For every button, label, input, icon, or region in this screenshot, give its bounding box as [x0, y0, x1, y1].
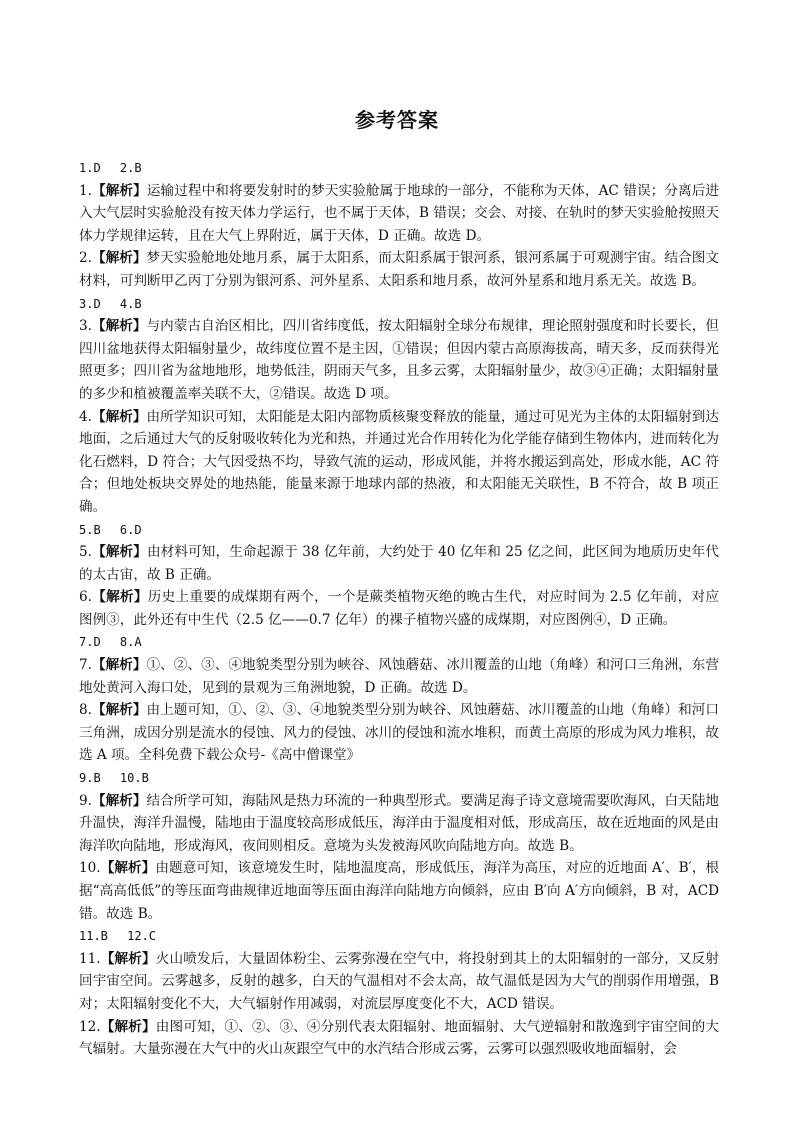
analysis-tag: 【解析】: [100, 1018, 156, 1035]
analysis-paragraph: [79, 541, 719, 586]
analysis-text: 火山喷发后，大量固体粉尘、云雾弥漫在空气中，将投射到其上的太阳辐射的一部分，又反射回宇宙空间。云雾越多，反射的越多，白天的气温相对不会太高，故气温低是因为大气的削弱作用增强，B 对；太阳辐射变化不大，大气辐射作用减弱，对流层厚度变化不大，ACD 错误。: [79, 950, 720, 1012]
analysis-text: 由所学知识可知，太阳能是太阳内部物质核聚变释放的能量，通过可见光为主体的太阳辐射到达地面，之后通过大气的反射吸收转化为光和热，并通过光合作用转化为化学能存储到生物体内，进而转化为化石燃料，D 符合；大气因受热不均，导致气流的运动，形成风能，并将水搬运到高处，形成水能，AC 符合；但地处板块交界处的地热能，能量来源于地球内部的热液，和太阳能无关联性，B 不符合，故 B 项正确。: [79, 408, 719, 515]
analysis-paragraph: [79, 406, 719, 519]
analysis-paragraph: [79, 586, 719, 631]
answer-content: [79, 157, 719, 1061]
analysis-text: 由图可知，①、②、③、④分别代表太阳辐射、地面辐射、大气逆辐射和散逸到宇宙空间的大气辐射。大量弥漫在大气中的火山灰跟空气中的水汽结合形成云雾，云雾可以强烈吸收地面辐射，会: [79, 1018, 720, 1058]
question-number: 6.: [79, 589, 92, 606]
analysis-paragraph: [79, 948, 719, 1016]
analysis-text: ①、②、③、④地貌类型分别为峡谷、风蚀蘑菇、冰川覆盖的山地（角峰）和河口三角洲，东营地处黄河入海口处，见到的景观为三角洲地貌，D 正确。故选 D。: [79, 657, 719, 696]
question-number: 5.: [79, 544, 92, 561]
question-number: 11.: [79, 950, 101, 967]
analysis-text: 由题意可知，该意境发生时，陆地温度高，形成低压，海洋为高压，对应的近地面 A′、B′，根据“高高低低”的等压面弯曲规律近地面等压面由海洋向陆地方向倾斜，应由 B′向 A′方向倾斜，B 对，ACD 错。故选 B。: [79, 860, 719, 922]
analysis-paragraph: [79, 699, 719, 767]
analysis-paragraph: [79, 247, 719, 292]
analysis-tag: 【解析】: [91, 657, 147, 674]
analysis-paragraph: [79, 790, 719, 858]
answer-key-line: 7.D 8.A: [79, 635, 142, 650]
question-number: 9.: [79, 792, 92, 809]
analysis-text: 与内蒙古自治区相比，四川省纬度低，按太阳辐射全球分布规律，理论照射强度和时长要长，但四川盆地获得太阳辐射量少，故纬度位置不是主因，①错误；但因内蒙古高原海拔高，晴天多，反而获得光照更多；四川省为盆地地形，地势低洼，阴雨天气多，且多云雾，太阳辐射量少，故③④正确；太阳辐射量的多少和植被覆盖率关联不大，②错误。故选 D 项。: [79, 318, 719, 402]
answer-key-line: 5.B 6.D: [79, 522, 142, 537]
analysis-tag: 【解析】: [91, 408, 147, 425]
analysis-tag: 【解析】: [91, 544, 147, 561]
question-number: 7.: [79, 657, 92, 674]
analysis-text: 由材料可知，生命起源于 38 亿年前，大约处于 40 亿年和 25 亿之间，此区间为地质历史年代的太古宙，故 B 正确。: [79, 544, 719, 583]
page-title: 参考答案: [355, 108, 439, 132]
analysis-text: 历史上重要的成煤期有两个，一个是蕨类植物灭绝的晚古生代，对应时间为 2.5 亿年前，对应图例③，此外还有中生代（2.5 亿——0.7 亿年）的裸子植物兴盛的成煤期，对应图例④，D 正确。: [79, 589, 719, 628]
question-number: 8.: [79, 702, 92, 719]
analysis-text: 运输过程中和将要发射时的梦天实验舱属于地球的一部分，不能称为天体，AC 错误；分离后进入大气层时实验舱没有按天体力学运行，也不属于天体，B 错误；交会、对接、在轨时的梦天实验舱按照天体力学规律运转，且在大气上界附近，属于天体，D 正确。故选 D。: [79, 182, 719, 244]
analysis-tag: 【解析】: [100, 950, 156, 967]
analysis-paragraph: [79, 857, 719, 925]
question-number: 3.: [79, 318, 92, 335]
analysis-tag: 【解析】: [91, 250, 147, 267]
answer-key-line: 9.B 10.B: [79, 771, 149, 786]
answer-key-line: 11.B 12.C: [79, 929, 157, 944]
answer-key-line: 1.D 2.B: [79, 161, 142, 175]
analysis-paragraph: [79, 1016, 719, 1061]
analysis-tag: 【解析】: [91, 792, 147, 809]
analysis-text: 结合所学可知，海陆风是热力环流的一种典型形式。要满足海子诗文意境需要吹海风，白天陆地升温快，海洋升温慢，陆地由于温度较高形成低压，海洋由于温度相对低，形成高压，故在近地面的风是由海洋吹向陆地，形成海风，夜间则相反。意境为头发被海风吹向陆地方向。故选 B。: [79, 792, 719, 854]
question-number: 4.: [79, 408, 92, 425]
analysis-tag: 【解析】: [100, 860, 156, 877]
analysis-paragraph: [79, 180, 719, 248]
analysis-tag: 【解析】: [91, 318, 147, 335]
question-number: 12.: [79, 1018, 101, 1035]
answer-key-line: 3.D 4.B: [79, 296, 142, 311]
question-number: 2.: [79, 250, 92, 267]
analysis-tag: 【解析】: [91, 182, 147, 199]
analysis-paragraph: [79, 654, 719, 699]
analysis-text: 由上题可知，①、②、③、④地貌类型分别为峡谷、风蚀蘑菇、冰川覆盖的山地（角峰）和河口三角洲，成因分别是流水的侵蚀、风力的侵蚀、冰川的侵蚀和流水堆积，而黄土高原的形成为风力堆积，故选 A 项。全科免费下载公众号-《高中僧课堂》: [79, 702, 719, 764]
question-number: 10.: [79, 860, 101, 877]
analysis-tag: 【解析】: [91, 589, 148, 606]
analysis-text: 梦天实验舱地处地月系，属于太阳系，而太阳系属于银河系，银河系属于可观测宇宙。结合图文材料，可判断甲乙丙丁分别为银河系、河外星系、太阳系和地月系，故河外星系和地月系无关。故选 B。: [79, 250, 719, 289]
analysis-tag: 【解析】: [91, 702, 147, 719]
question-number: 1.: [79, 182, 92, 199]
analysis-paragraph: [79, 315, 719, 405]
